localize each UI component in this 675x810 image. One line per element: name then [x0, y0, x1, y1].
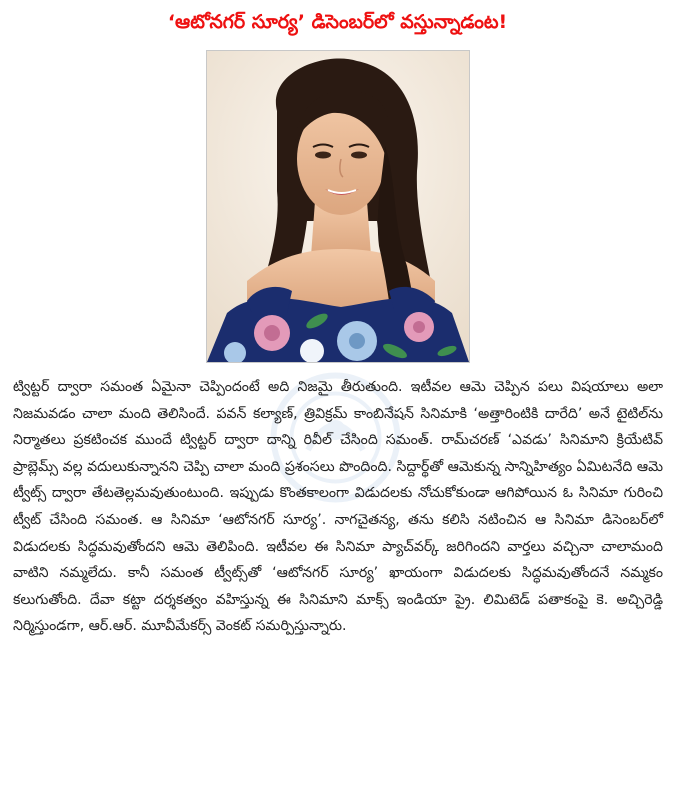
article-body [13, 374, 663, 640]
portrait-photo [206, 50, 470, 363]
flower [300, 339, 324, 362]
left-eye [315, 152, 331, 159]
headline: ‘ఆటోనగర్ సూర్య’ డిసెంబర్‌లో వస్తున్నాడంట! [167, 11, 508, 33]
right-eye [351, 152, 367, 159]
article-paragraph: ట్విట్టర్ ద్వారా సమంత ఏమైనా చెప్పిందంటే అది నిజమై తీరుతుంది. ఇటీవల ఆమె చెప్పిన పలు విషయాలు అలా నిజమవడం చాలా మంది తెలిసిందే. పవన్ కల్యాణ్, త్రివిక్రమ్ కాంబినేషన్ సినిమాకి ‘అత్తారింటికి దారేది’ అనే టైటిల్‌ను నిర్మాతలు ప్రకటించక ముందే ట్విట్టర్ ద్వారా దాన్ని రివీల్ చేసింది సమంత్. రామ్‌చరణ్ ‘ఎవడు’ సినిమాని క్రియేటివ్ ప్రాబ్లెమ్స్ వల్ల వదులుకున్నానని చెప్పి చాలా మంది ప్రశంసలు పొందింది. సిద్దార్థ్‌తో ఆమెకున్న సాన్నిహిత్యం ఏమిటనేది ఆమె ట్వీట్స్ ద్వారా తేటతెల్లమవుతుంటుంది. ఇప్పుడు కొంతకాలంగా విడుదలకు నోచుకోకుండా ఆగిపోయిన ఓ సినిమా గురించి ట్వీట్ చేసింది సమంత. ఆ సినిమా ‘ఆటోనగర్ సూర్య’. నాగచైతన్య, తను కలిసి నటించిన ఆ సినిమా డిసెంబర్‌లో విడుదలకు సిద్ధమవుతోందని ఆమె తెలిపింది. ఇటీవల ఈ సినిమా ప్యాచ్‌వర్క్ జరిగిందని వార్తలు వచ్చినా చాలామంది వాటిని నమ్మలేదు. కానీ సమంత ట్వీట్స్‌తో ‘ఆటోనగర్ సూర్య’ ఖాయంగా విడుదలకు సిద్ధమవుతోందనే నమ్మకం కలుగుతోంది. దేవా కట్టా దర్శకత్వం వహిస్తున్న ఈ సినిమాని మాక్స్ ఇండియా ప్రై. లిమిటెడ్ పతాకంపై కె. అచ్చిరెడ్డి నిర్మిస్తుండగా, ఆర్.ఆర్. మూవీమేకర్స్ వెంకట్ సమర్పిస్తున్నారు. [13, 379, 663, 635]
